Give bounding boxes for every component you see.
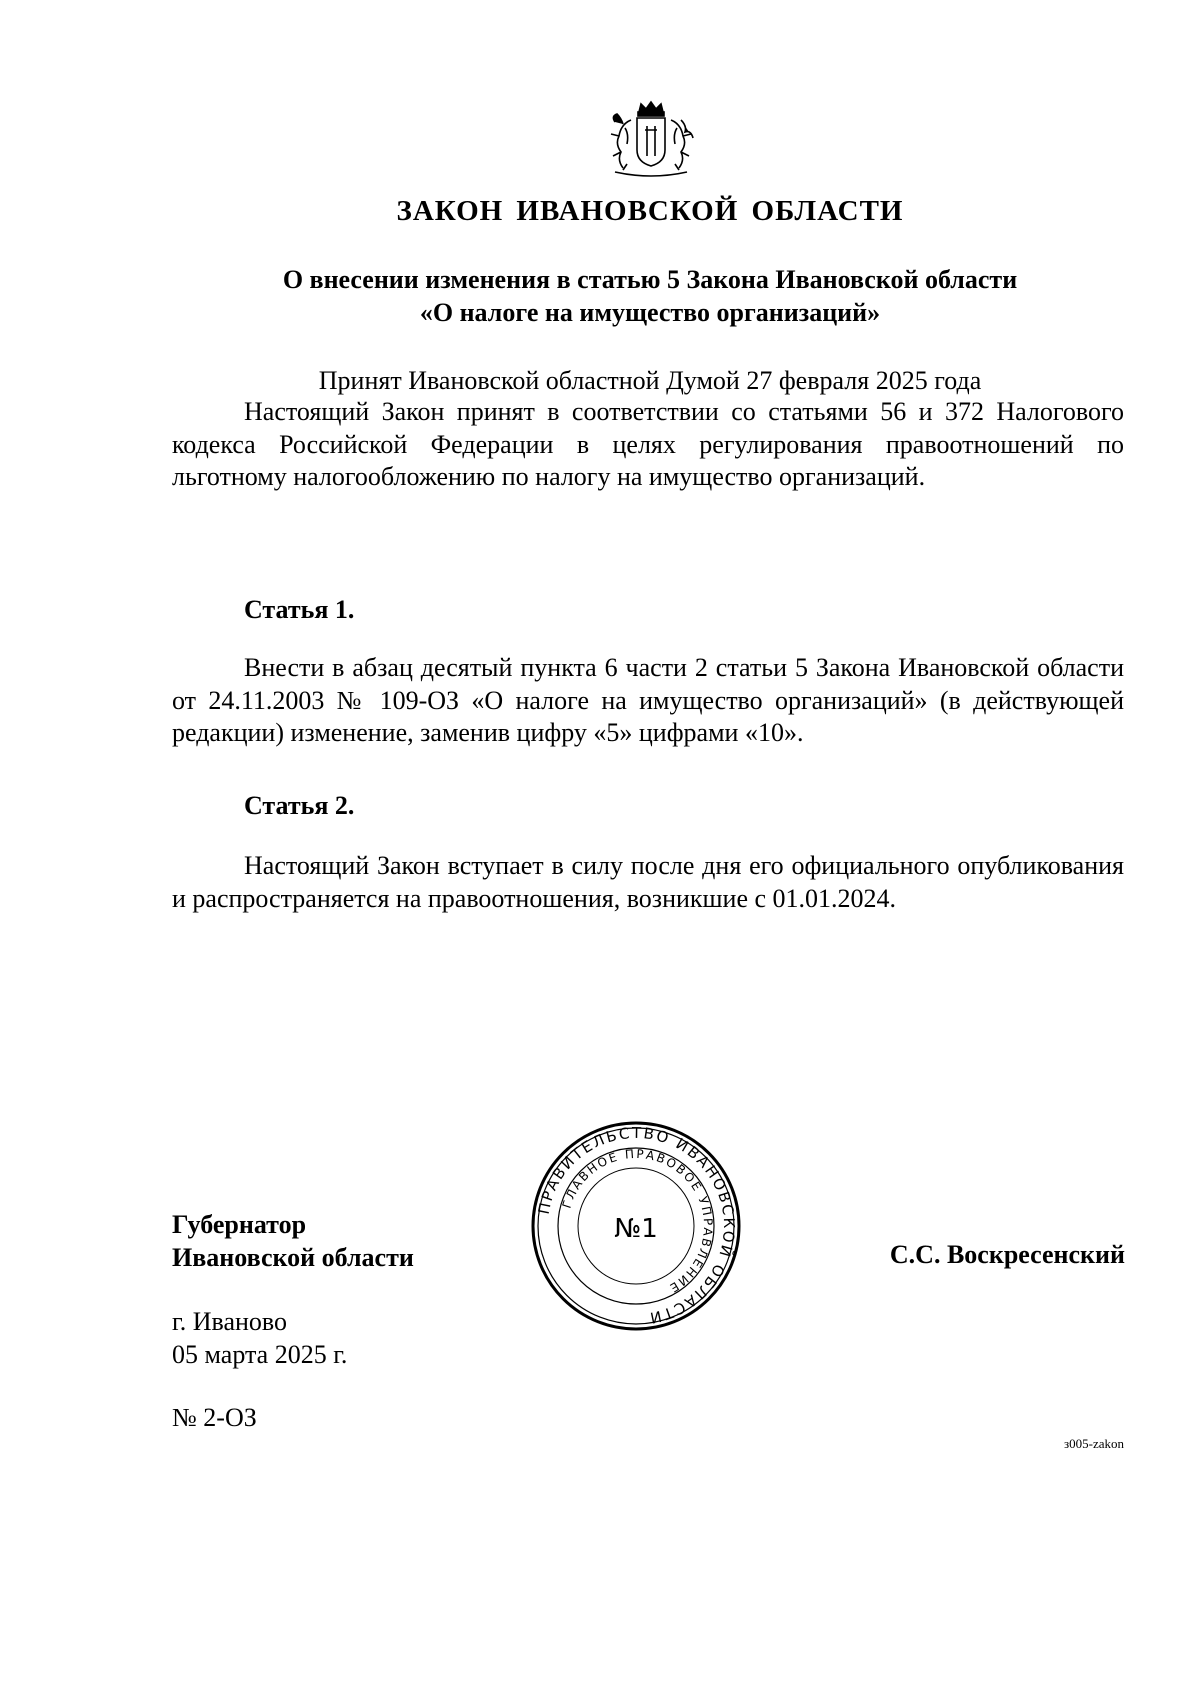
law-title: ЗАКОН ИВАНОВСКОЙ ОБЛАСТИ xyxy=(396,195,904,227)
signing-place: г. Иваново xyxy=(172,1307,287,1336)
seal-outer-text: ПРАВИТЕЛЬСТВО ИВАНОВСКОЙ ОБЛАСТИ xyxy=(534,1123,739,1328)
signatory-position-line-1: Губернатор xyxy=(172,1210,307,1239)
article-1-heading: Статья 1. xyxy=(244,595,355,624)
signatory-position-line-2: Ивановской области xyxy=(172,1243,414,1272)
seal-inner-text: ГЛАВНОЕ ПРАВОВОЕ УПРАВЛЕНИЕ xyxy=(559,1146,716,1296)
law-number: № 2-ОЗ xyxy=(172,1403,257,1432)
coat-of-arms-emblem-icon xyxy=(601,100,701,182)
law-subtitle-line-2: «О налоге на имущество организаций» xyxy=(419,298,881,327)
signatory-position xyxy=(172,1208,414,1274)
article-2-heading: Статья 2. xyxy=(244,791,355,820)
article-2-text: Настоящий Закон вступает в силу после дня его официального опубликования и распространяется на правоотношения, возникшие с 01.01.2024. xyxy=(172,851,1124,913)
seal-number: №1 xyxy=(614,1214,658,1244)
preamble-paragraph: Настоящий Закон принят в соответствии со статьями 56 и 372 Налогового кодекса Российской Федерации в целях регулирования правоотношений по льготному налогообложению по налогу на имущество организаций. xyxy=(172,397,1124,491)
place-and-date xyxy=(172,1305,347,1371)
signer-name: С.С. Воскресенский xyxy=(889,1240,1125,1269)
article-1-text: Внести в абзац десятый пункта 6 части 2 статьи 5 Закона Ивановской области от 24.11.2003 № 109-ОЗ «О налоге на имущество организаций» (в действующей редакции) изменение, заменив цифру «5» цифрами «10». xyxy=(172,653,1124,747)
official-seal xyxy=(530,1120,742,1332)
file-code: з005-zakon xyxy=(1063,1436,1124,1451)
adoption-note: Принят Ивановской областной Думой 27 февраля 2025 года xyxy=(318,366,982,395)
signing-date: 05 марта 2025 г. xyxy=(172,1340,348,1369)
law-subtitle-line-1: О внесении изменения в статью 5 Закона Ивановской области xyxy=(282,265,1018,294)
